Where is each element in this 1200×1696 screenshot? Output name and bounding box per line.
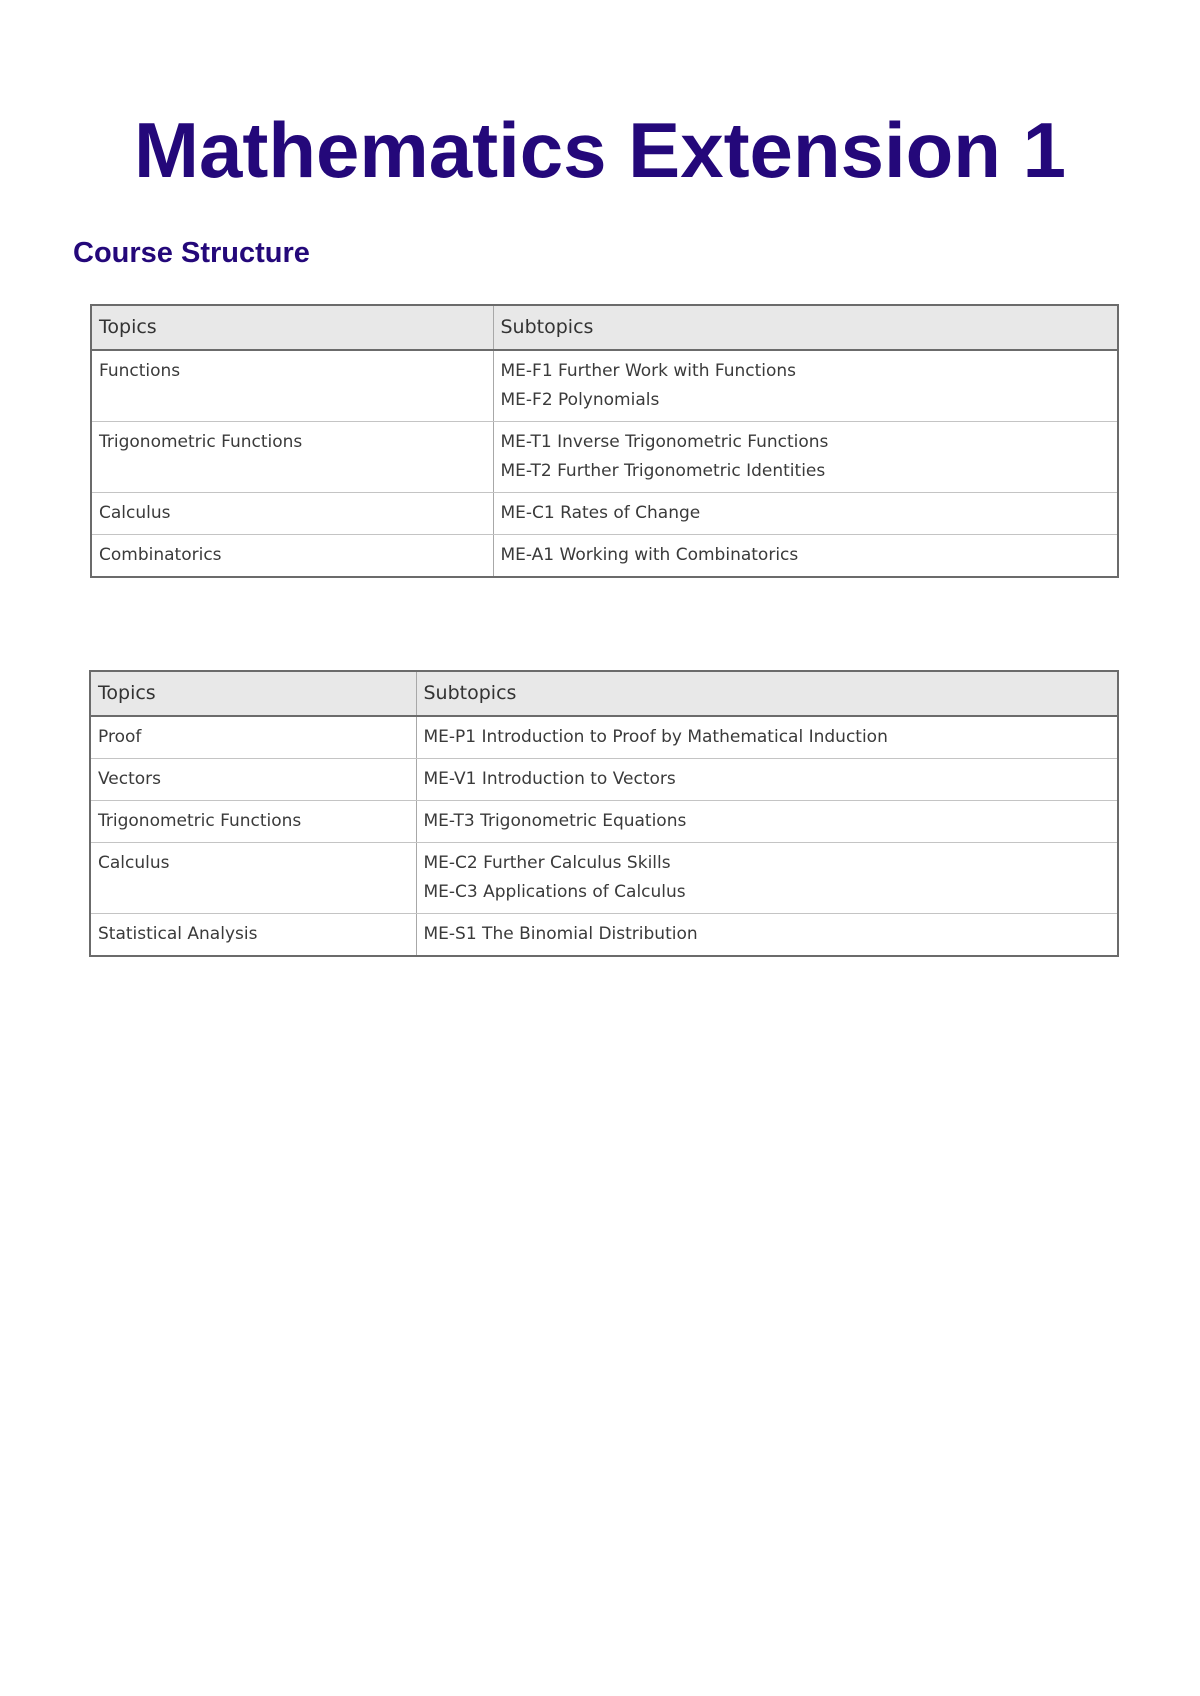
table-row — [90, 914, 1118, 957]
subtopic-item: ME-T3 Trigonometric Equations — [423, 811, 687, 831]
page-title: Mathematics Extension 1 — [134, 106, 1066, 194]
topic-cell: Combinatorics — [91, 535, 493, 578]
table-row — [90, 801, 1118, 843]
subtopics-cell — [416, 843, 1118, 914]
column-header-topics: Topics — [91, 305, 493, 350]
table-row — [90, 843, 1118, 914]
topic-cell: Calculus — [91, 493, 493, 535]
column-header-subtopics: Subtopics — [416, 671, 1118, 716]
column-header-topics: Topics — [90, 671, 416, 716]
subtopic-item: ME-F2 Polynomials — [500, 390, 660, 410]
table-row — [91, 493, 1118, 535]
table-row — [91, 350, 1118, 422]
topic-cell: Trigonometric Functions — [90, 801, 416, 843]
topic-cell: Proof — [90, 716, 416, 759]
subtopics-cell — [416, 759, 1118, 801]
topic-cell: Calculus — [90, 843, 416, 914]
subtopic-item: ME-A1 Working with Combinatorics — [500, 545, 799, 565]
subtopic-item: ME-C2 Further Calculus Skills — [423, 853, 671, 873]
column-header-subtopics: Subtopics — [493, 305, 1118, 350]
subtopic-item: ME-T2 Further Trigonometric Identities — [500, 461, 826, 481]
subtopic-item: ME-F1 Further Work with Functions — [500, 361, 797, 381]
course-structure-table-2 — [89, 670, 1119, 957]
table-header-row — [91, 305, 1118, 350]
topic-cell: Statistical Analysis — [90, 914, 416, 957]
topic-cell: Trigonometric Functions — [91, 422, 493, 493]
table-row — [90, 716, 1118, 759]
subtopics-cell — [416, 914, 1118, 957]
topic-cell: Functions — [91, 350, 493, 422]
table-header-row — [90, 671, 1118, 716]
subtopics-cell — [493, 493, 1118, 535]
subtopics-cell — [493, 350, 1118, 422]
subtopic-item: ME-T1 Inverse Trigonometric Functions — [500, 432, 829, 452]
subtopic-item: ME-S1 The Binomial Distribution — [423, 924, 698, 944]
table-row — [91, 535, 1118, 578]
subtopics-cell — [493, 422, 1118, 493]
topic-cell: Vectors — [90, 759, 416, 801]
subtopic-item: ME-C3 Applications of Calculus — [423, 882, 686, 902]
table-row — [90, 759, 1118, 801]
table-row — [91, 422, 1118, 493]
subtopic-item: ME-V1 Introduction to Vectors — [423, 769, 676, 789]
subtopics-cell — [416, 801, 1118, 843]
course-structure-table-1 — [90, 304, 1119, 578]
subtopics-cell — [493, 535, 1118, 578]
subtopic-item: ME-C1 Rates of Change — [500, 503, 701, 523]
subtopics-cell — [416, 716, 1118, 759]
subtopic-item: ME-P1 Introduction to Proof by Mathematical Induction — [423, 727, 888, 747]
section-heading-course-structure: Course Structure — [73, 237, 310, 269]
